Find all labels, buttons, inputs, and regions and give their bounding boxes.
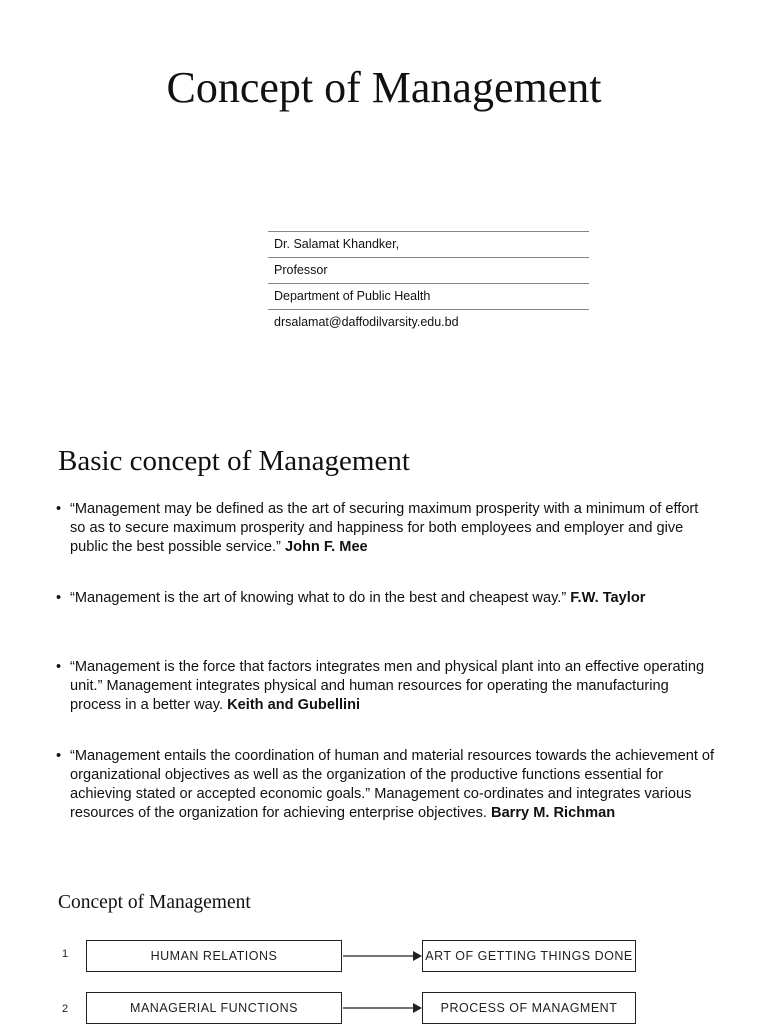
definition-quote: “Management is the force that factors integrates men and physical plant into an effective operating unit.” Management integrates physical and human resources for operating the manufacturing process in a better way. [70,659,705,713]
section-heading: Basic concept of Management [58,445,410,477]
author-position: Professor [268,258,589,284]
row-number: 1 [62,948,69,960]
bullet-marker: • [56,590,62,606]
author-name: Dr. Salamat Khandker, [268,232,589,258]
row-number: 2 [62,1003,69,1015]
diagram-heading: Concept of Management [58,892,251,913]
document-title: Concept of Management [166,63,602,112]
definition-item [56,589,716,608]
bullet-marker: • [56,501,62,517]
concept-diagram [56,930,656,1024]
diagram-box-process-of-management: PROCESS OF MANAGMENT [422,992,636,1024]
definition-source: F.W. Taylor [570,590,646,606]
diagram-box-art-of-getting-things-done: ART OF GETTING THINGS DONE [422,940,636,972]
diagram-box-human-relations: HUMAN RELATIONS [86,940,342,972]
author-info-table [268,231,589,335]
author-email: drsalamat@daffodilvarsity.edu.bd [274,315,459,329]
bullet-marker: • [56,659,62,675]
definition-quote: “Management may be defined as the art of securing maximum prosperity with a minimum of effort so as to secure maximum prosperity and happiness for both employees and employer and give public the best possible service.” [70,501,699,555]
definition-item [56,500,716,557]
definition-quote: “Management is the art of knowing what to do in the best and cheapest way.” [70,590,567,606]
author-department: Department of Public Health [268,284,589,310]
definition-item [56,747,716,823]
arrow-right-icon [343,948,423,964]
definition-quote: “Management entails the coordination of human and material resources towards the achievement of organizational objectives as well as the organization of the productive functions essential for achieving stated or accepted economic goals.” Management co-ordinates and integrates various resources of the organization for achieving enterprise objectives. [70,748,715,821]
definition-item [56,658,716,715]
arrow-right-icon [343,1000,423,1016]
diagram-box-managerial-functions: MANAGERIAL FUNCTIONS [86,992,342,1024]
bullet-marker: • [56,748,62,764]
definition-source: Barry M. Richman [491,805,616,821]
definition-source: Keith and Gubellini [227,697,361,713]
definition-source: John F. Mee [284,539,368,555]
